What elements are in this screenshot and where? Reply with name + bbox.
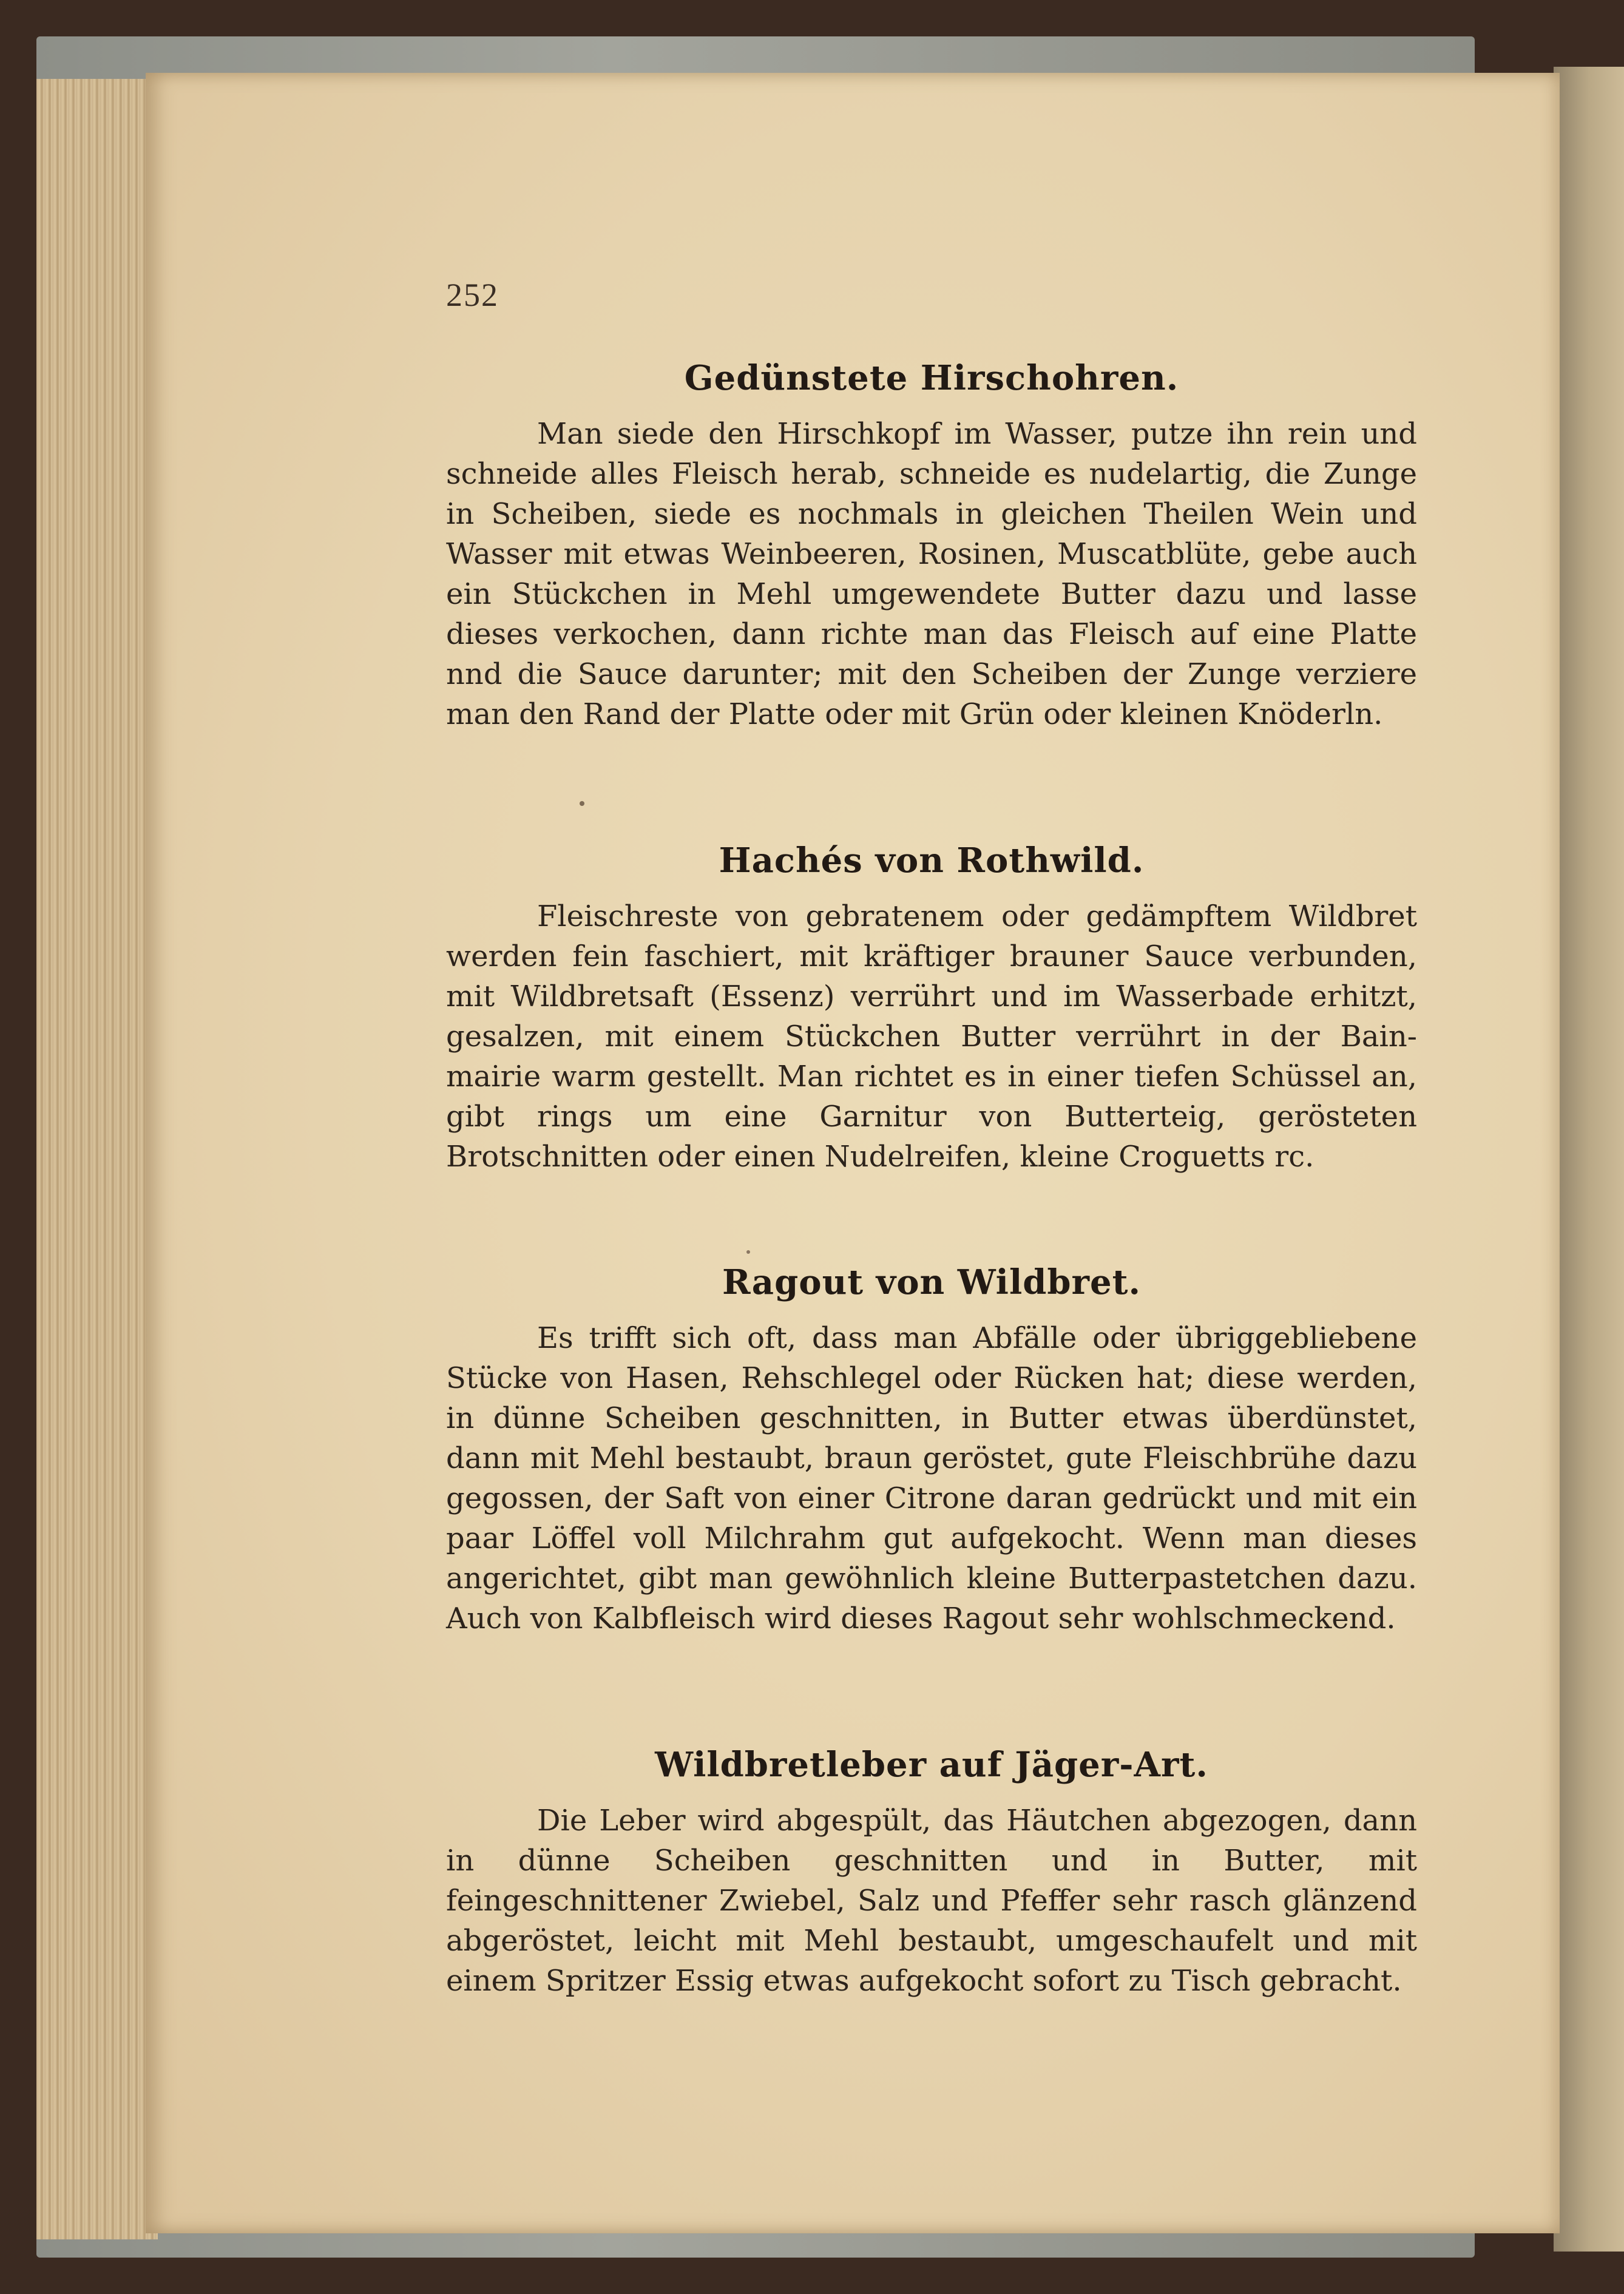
recipe-title: Wildbretleber auf Jäger-Art.	[655, 1745, 1208, 1785]
recipe-title: Ragout von Wildbret.	[722, 1262, 1142, 1302]
recipe-text: Es trifft sich oft, dass man Abfälle oder übriggebliebene Stücke von Hasen, Rehschlegel oder Rücken hat; diese werden, in dünne Scheiben geschnitten, in Butter etwas überdünstet, dann mit Mehl bestaubt, braun geröstet, gute Fleischbrühe dazu gegossen, der Saft von einer Citrone daran gedrückt und mit ein paar Löffel voll Milchrahm gut aufgekocht. Wenn man dieses angerichtet, gibt man gewöhnlich kleine Butterpastetchen dazu. Auch von Kalbfleisch wird dieses Ragout sehr wohlschmeckend.	[446, 1321, 1417, 1636]
recipe-text: Man siede den Hirschkopf im Wasser, putze ihn rein und schneide alles Fleisch herab, schneide es nudelartig, die Zunge in Scheiben, siede es nochmals in gleichen Theilen Wein und Wasser mit etwas Weinbeeren, Rosinen, Muscatblüte, gebe auch ein Stückchen in Mehl umgewendete Butter dazu und lasse dieses verkochen, dann richte man das Fleisch auf eine Platte nnd die Sauce darunter; mit den Scheiben der Zunge verziere man den Rand der Platte oder mit Grün oder kleinen Knöderln.	[446, 417, 1417, 731]
paper-speck	[580, 801, 584, 806]
recipe-text: Die Leber wird abgespült, das Häutchen abgezogen, dann in dünne Scheiben geschnitten und in Butter, mit feingeschnittener Zwiebel, Salz und Pfeffer sehr rasch glänzend abgeröstet, leicht mit Mehl bestaubt, umgeschaufelt und mit einem Spritzer Essig etwas aufgekocht sofort zu Tisch gebracht.	[446, 1804, 1417, 1998]
recipe-title: Gedünstete Hirschohren.	[684, 358, 1179, 398]
paper-speck	[746, 1250, 750, 1254]
recipe-section-hirschohren	[446, 358, 1417, 734]
recipe-text: Fleischreste von gebratenem oder gedämpftem Wildbret werden fein faschiert, mit kräftiger brauner Sauce verbunden, mit Wildbretsaft (Essenz) verrührt und im Wasserbade erhitzt, gesalzen, mit einem Stückchen Butter verrührt in der Bain-mairie warm gestellt. Man richtet es in einer tiefen Schüssel an, gibt rings um eine Garnitur von Butterteig, gerösteten Brotschnitten oder einen Nudelreifen, kleine Croguetts rc.	[446, 899, 1417, 1174]
recipe-section-ragout	[446, 1262, 1417, 1639]
page-stack-edge	[36, 79, 158, 2239]
recipe-section-haches	[446, 841, 1417, 1177]
recipe-title: Hachés von Rothwild.	[719, 841, 1145, 881]
page-number: 252	[446, 277, 499, 313]
recipe-section-leber	[446, 1745, 1417, 2001]
facing-page-edge	[1554, 67, 1624, 2252]
